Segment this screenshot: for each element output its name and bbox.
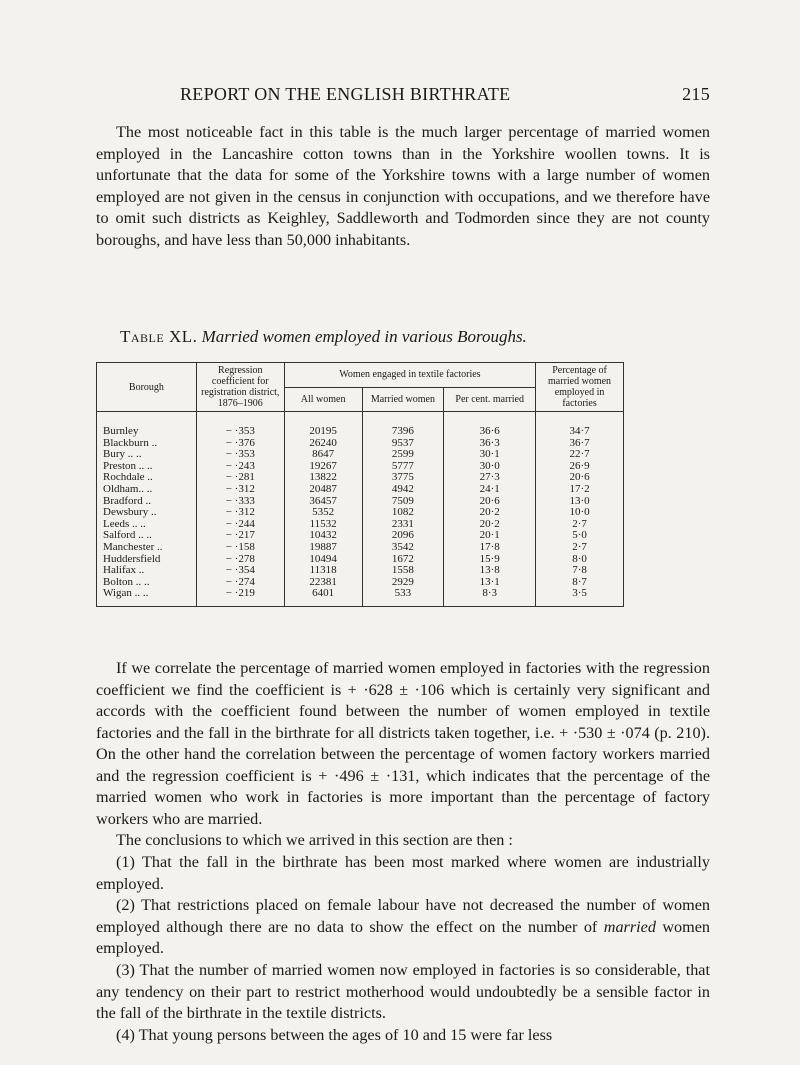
table-row [97,554,624,566]
all-women-cell: 20195 [284,412,362,438]
header-per-cent-married: Per cent. married [444,387,536,412]
married-women-cell: 533 [362,588,444,606]
per-cent-married-cell: 24·1 [444,484,536,496]
percentage-employed-cell: 34·7 [536,412,624,438]
borough-cell: Preston .. .. [97,461,197,473]
all-women-cell: 19267 [284,461,362,473]
conclusion-4: (4) That young persons between the ages of 10 and 15 were far less [116,1026,553,1044]
table-label: Table XL. [120,327,198,346]
regression-cell: − ·376 [196,438,284,450]
regression-cell: − ·243 [196,461,284,473]
all-women-cell: 10432 [284,530,362,542]
table-row [97,449,624,461]
married-women-cell: 9537 [362,438,444,450]
married-women-cell: 1558 [362,565,444,577]
regression-cell: − ·353 [196,449,284,461]
married-women-cell: 2331 [362,519,444,531]
regression-cell: − ·353 [196,412,284,438]
table-title: Married women employed in various Boroughs. [201,327,527,346]
intro-paragraph: The most noticeable fact in this table is the much larger percentage of married women employed in the Lancashire cotton towns than in the Yorkshire woollen towns. It is unfortunate that the data for some of the Yorkshire towns with a large number of women employed are not given in the census in conjunction with occupations, and we therefore have to omit such districts as Keighley, Saddleworth and Todmorden since they are not county boroughs, and have less than 50,000 inhabitants. [96,123,710,249]
percentage-employed-cell: 36·7 [536,438,624,450]
borough-cell: Salford .. .. [97,530,197,542]
regression-cell: − ·158 [196,542,284,554]
all-women-cell: 19887 [284,542,362,554]
borough-cell: Manchester .. [97,542,197,554]
table-row [97,530,624,542]
per-cent-married-cell: 36·6 [444,412,536,438]
conclusion-2 [96,895,710,960]
percentage-employed-cell: 13·0 [536,496,624,508]
table-row [97,412,624,438]
regression-cell: − ·312 [196,507,284,519]
borough-cell: Bradford .. [97,496,197,508]
header-regression: Regression coefficient for registration district, 1876–1906 [196,363,284,412]
regression-cell: − ·219 [196,588,284,606]
all-women-cell: 11318 [284,565,362,577]
per-cent-married-cell: 30·1 [444,449,536,461]
borough-cell: Bolton .. .. [97,577,197,589]
married-women-cell: 7396 [362,412,444,438]
conclusion-2-end: women employed. [96,917,711,957]
per-cent-married-cell: 13·8 [444,565,536,577]
table-row [97,577,624,589]
table-row [97,461,624,473]
table-row [97,496,624,508]
table-row [97,542,624,554]
regression-cell: − ·278 [196,554,284,566]
married-women-table [96,362,624,607]
table-row [97,484,624,496]
percentage-employed-cell: 2·7 [536,542,624,554]
all-women-cell: 26240 [284,438,362,450]
table-body [97,412,624,607]
per-cent-married-cell: 13·1 [444,577,536,589]
all-women-cell: 10494 [284,554,362,566]
conclusion-2-emphasis: married [603,917,656,936]
table-row [97,472,624,484]
table-caption [120,327,720,347]
percentage-employed-cell: 7·8 [536,565,624,577]
borough-cell: Rochdale .. [97,472,197,484]
percentage-employed-cell: 8·7 [536,577,624,589]
per-cent-married-cell: 36·3 [444,438,536,450]
per-cent-married-cell: 20·2 [444,519,536,531]
borough-cell: Leeds .. .. [97,519,197,531]
borough-cell: Bury .. .. [97,449,197,461]
regression-cell: − ·354 [196,565,284,577]
married-women-cell: 3775 [362,472,444,484]
per-cent-married-cell: 20·1 [444,530,536,542]
all-women-cell: 6401 [284,588,362,606]
all-women-cell: 11532 [284,519,362,531]
all-women-cell: 20487 [284,484,362,496]
borough-cell: Blackburn .. [97,438,197,450]
table-row [97,588,624,606]
header-textile-group: Women engaged in textile factories [284,363,535,388]
borough-cell: Burnley [97,412,197,438]
regression-cell: − ·274 [196,577,284,589]
table-row [97,519,624,531]
per-cent-married-cell: 20·6 [444,496,536,508]
percentage-employed-cell: 2·7 [536,519,624,531]
regression-cell: − ·333 [196,496,284,508]
regression-cell: − ·217 [196,530,284,542]
header-married-women: Married women [362,387,444,412]
conclusion-3: (3) That the number of married women now employed in factories is so considerable, that any tendency on their part to restrict motherhood would undoubtedly be a sensible factor in the fall of the birthrate in the textile districts. [96,961,710,1022]
borough-cell: Oldham.. .. [97,484,197,496]
regression-cell: − ·312 [196,484,284,496]
per-cent-married-cell: 27·3 [444,472,536,484]
page-number: 215 [682,84,710,104]
borough-cell: Huddersfield [97,554,197,566]
borough-cell: Wigan .. .. [97,588,197,606]
percentage-employed-cell: 26·9 [536,461,624,473]
percentage-employed-cell: 8·0 [536,554,624,566]
married-women-cell: 3542 [362,542,444,554]
all-women-cell: 5352 [284,507,362,519]
all-women-cell: 22381 [284,577,362,589]
correlation-paragraph: If we correlate the percentage of married women employed in factories with the regression coefficient we find the coefficient is + ·628 ± ·106 which is certainly very significant and accords with the coefficient found between the number of women employed in textile factories and the fall in the birthrate for all districts taken together, i.e. + ·530 ± ·074 (p. 210). On the other hand the correlation between the percentage of women factory workers married and the regression coefficient is + ·496 ± ·131, which indicates that the percentage of the married women who work in factories is more important than the percentage of factory workers who are married. [96,659,710,828]
borough-cell: Halifax .. [97,565,197,577]
per-cent-married-cell: 15·9 [444,554,536,566]
percentage-employed-cell: 20·6 [536,472,624,484]
married-women-cell: 7509 [362,496,444,508]
married-women-cell: 1672 [362,554,444,566]
per-cent-married-cell: 30·0 [444,461,536,473]
header-all-women: All women [284,387,362,412]
regression-cell: − ·244 [196,519,284,531]
conclusion-1: (1) That the fall in the birthrate has been most marked where women are industrially employed. [96,853,710,893]
header-percentage-employed: Percentage of married women employed in factories [536,363,624,412]
percentage-employed-cell: 5·0 [536,530,624,542]
married-women-cell: 2599 [362,449,444,461]
table-row [97,565,624,577]
percentage-employed-cell: 3·5 [536,588,624,606]
all-women-cell: 8647 [284,449,362,461]
per-cent-married-cell: 8·3 [444,588,536,606]
married-women-cell: 2929 [362,577,444,589]
all-women-cell: 13822 [284,472,362,484]
running-title: REPORT ON THE ENGLISH BIRTHRATE [180,84,511,104]
table-row [97,507,624,519]
table-row [97,438,624,450]
header-borough: Borough [97,363,197,412]
percentage-employed-cell: 17·2 [536,484,624,496]
regression-cell: − ·281 [196,472,284,484]
all-women-cell: 36457 [284,496,362,508]
per-cent-married-cell: 20·2 [444,507,536,519]
conclusion-2-text: (2) That restrictions placed on female labour have not decreased the number of women employed although there are no data to show the effect on the number of [96,896,710,936]
borough-cell: Dewsbury .. [97,507,197,519]
per-cent-married-cell: 17·8 [444,542,536,554]
married-women-cell: 2096 [362,530,444,542]
married-women-cell: 4942 [362,484,444,496]
conclusions-intro: The conclusions to which we arrived in this section are then : [116,831,513,849]
percentage-employed-cell: 22·7 [536,449,624,461]
percentage-employed-cell: 10·0 [536,507,624,519]
married-women-cell: 1082 [362,507,444,519]
married-women-cell: 5777 [362,461,444,473]
